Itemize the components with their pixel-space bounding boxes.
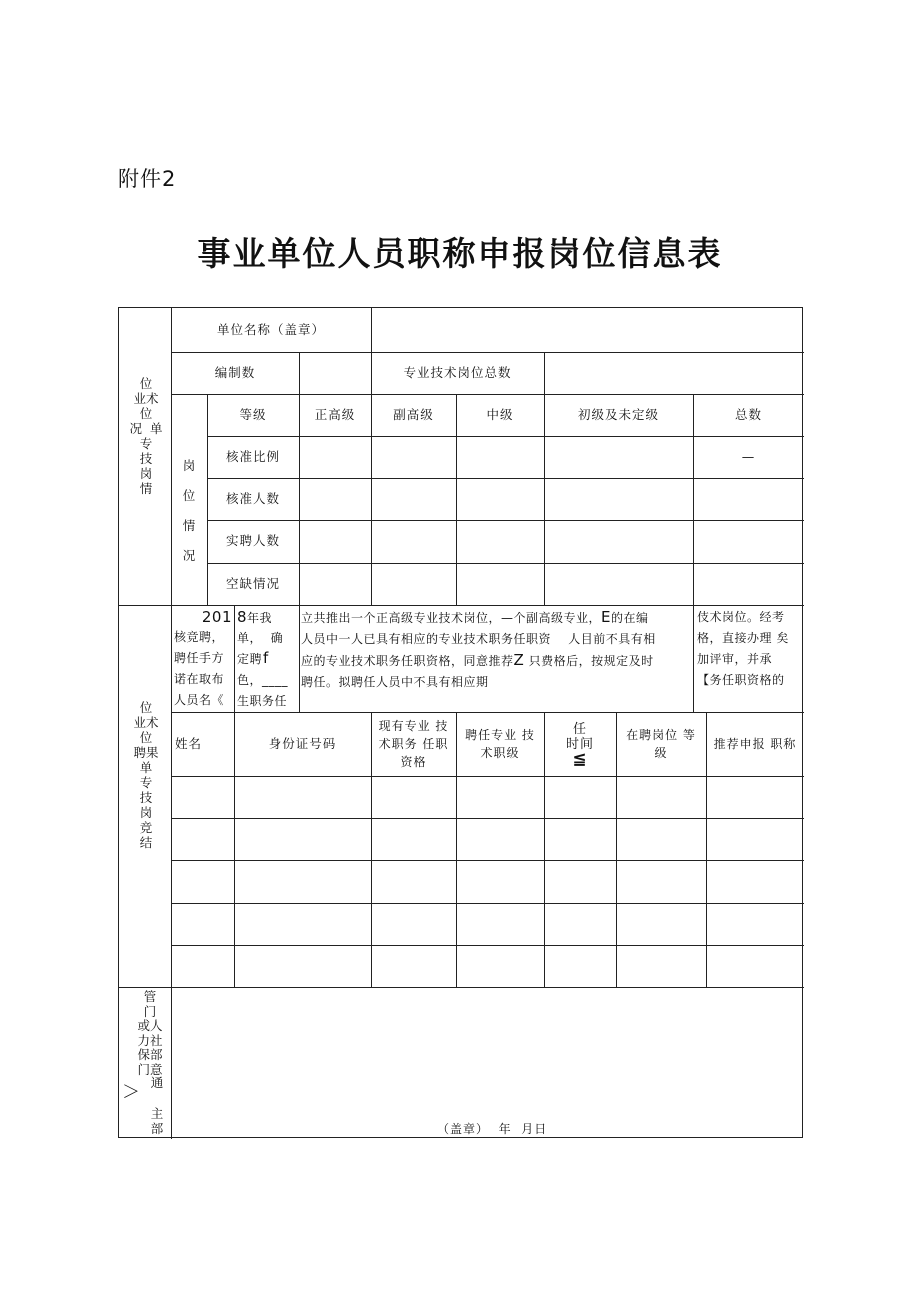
grade-header: 等级 [239, 406, 267, 422]
row-total-approved-ratio: — [741, 448, 756, 464]
letter-z: Z [513, 651, 525, 669]
row-label-approved-count: 核准人数 [225, 490, 280, 506]
paragraph-line1b: 的在编 [611, 611, 649, 625]
th-name: 姓名 [175, 735, 203, 751]
annex-label: 附件2 [118, 167, 177, 191]
grade-col-total: 总数 [734, 406, 762, 422]
row-label-approved-ratio: 核准比例 [225, 448, 280, 464]
document-title: 事业单位人员职称申报岗位信息表 [197, 234, 723, 273]
table-row[interactable] [171, 860, 804, 903]
grade-col-senior: 正高级 [314, 406, 356, 422]
th-time-symbol: ≦ [572, 748, 588, 769]
section3-side-label-a: 管 门 或人 力社 保部 门意 [137, 989, 163, 1077]
letter-e: E [601, 608, 611, 626]
paragraph-line3b: 只费格后，按规定及时 [524, 654, 654, 668]
year-suffix: 年我 [247, 611, 273, 625]
th-recommended-title: 推荐申报 职称 [713, 737, 797, 751]
paragraph-col2-text2: 色，____ 生职务任 [237, 673, 289, 708]
section3-side-label-c: ＞ [122, 1082, 140, 1103]
th-employed-title: 聘任专业 技 术职级 [465, 728, 535, 760]
paragraph-col2 [237, 607, 299, 711]
paragraph-col1-text: 核竞聘， 聘任手方 诺在取布 人员名《 [174, 630, 225, 707]
staffing-field[interactable] [299, 352, 371, 394]
th-current-post-grade: 在聘岗位 等 级 [626, 728, 696, 760]
grade-col-intermediate: 中级 [486, 406, 514, 422]
grade-col-junior: 初级及未定级 [577, 406, 659, 422]
row-label-employed-count: 实聘人数 [225, 533, 280, 549]
total-posts-label: 专业技术岗位总数 [403, 364, 512, 380]
section2-side-label: 位 业术 位 聘果 单 专 技 岗 竞 结 [133, 700, 159, 850]
table-row[interactable] [171, 776, 804, 818]
th-id-number: 身份证号码 [268, 735, 337, 751]
staffing-label: 编制数 [214, 364, 256, 380]
th-time-label: 任 时间 [565, 721, 594, 752]
table-row[interactable] [171, 945, 804, 987]
th-appointment-time [544, 712, 616, 776]
paragraph-line1a: 立共推出一个正高级专业技术岗位，—个副高级专业， [301, 611, 602, 625]
paragraph-col3 [301, 607, 693, 711]
table-row[interactable] [171, 818, 804, 860]
year-head: 201 [201, 608, 232, 626]
paragraph-line3a: 应的专业技术职务任职资格，同意推荐 [301, 654, 514, 668]
opinion-field[interactable] [172, 988, 804, 1113]
paragraph-line2: 人员中一人已具有相应的专业技术职务任职资 人目前不具有相 [301, 632, 656, 646]
letter-f: f [263, 649, 269, 667]
section3-side-label-d: 主 部 [150, 1106, 164, 1136]
th-current-qualification: 现有专业 技 术职务 任职 资格 [378, 719, 449, 769]
row-label-vacancy: 空缺情况 [225, 575, 280, 591]
grade-col-vice-senior: 副高级 [393, 406, 434, 422]
signature-line: （盖章） 年 月日 [437, 1122, 548, 1136]
unit-name-label: 单位名称（盖章） [216, 321, 325, 337]
table-row[interactable] [171, 903, 804, 945]
paragraph-col1 [174, 607, 234, 711]
info-form [118, 307, 803, 1138]
total-posts-field[interactable] [544, 352, 804, 394]
unit-name-field[interactable] [371, 308, 804, 352]
paragraph-col2-text: 单， 确 定聘 [237, 631, 284, 666]
year-tail: 8 [237, 608, 248, 626]
paragraph-col4: 伎术岗位。经考 格，直接办理 矣 加评审，并承 【务任职资格的 [697, 610, 789, 687]
post-situation-label: 岗 位 情 况 [182, 458, 196, 563]
section3-side-label-b: 通 [150, 1075, 164, 1090]
paragraph-line4: 聘任。拟聘任人员中不具有相应期 [301, 675, 489, 689]
section1-side-label: 位 业术 位 况 单 专 技 岗 情 [129, 376, 163, 496]
